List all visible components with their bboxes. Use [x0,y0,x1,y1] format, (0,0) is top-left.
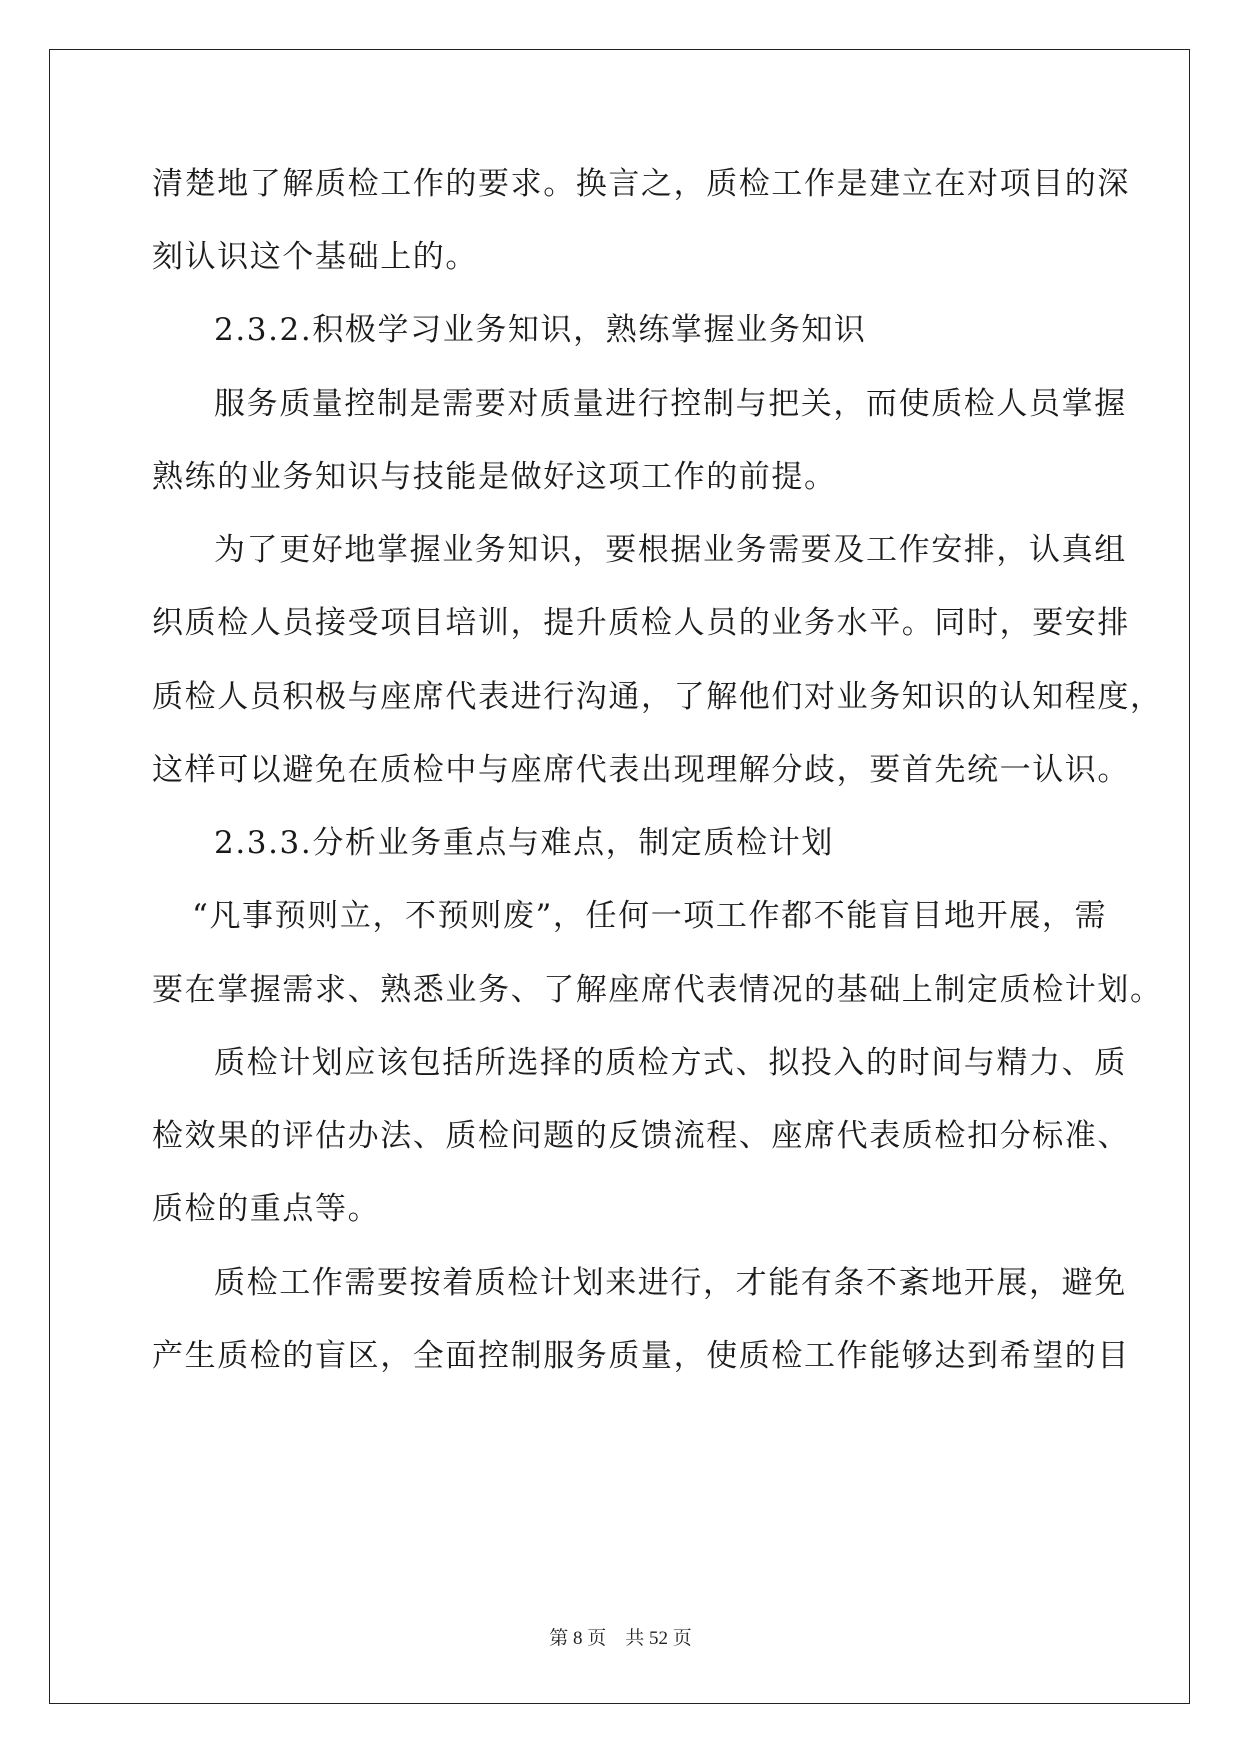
text-line: 清楚地了解质检工作的要求。换言之，质检工作是建立在对项目的深 [152,166,1130,202]
text-line: 质检的重点等。 [152,1191,381,1227]
text-line: 检效果的评估办法、质检问题的反馈流程、座席代表质检扣分标准、 [152,1118,1130,1154]
text-line: 质检人员积极与座席代表进行沟通，了解他们对业务知识的认知程度， [152,679,1163,715]
text-line: 服务质量控制是需要对质量进行控制与把关，而使质检人员掌握 [214,386,1127,422]
text-line: 要在掌握需求、熟悉业务、了解座席代表情况的基础上制定质检计划。 [152,972,1163,1008]
page-number-footer: 第 8 页 共 52 页 [549,1628,692,1649]
page-border [49,49,1190,1704]
text-line: 织质检人员接受项目培训，提升质检人员的业务水平。同时，要安排 [152,605,1130,641]
section-heading-2-3-3: 2.3.3.分析业务重点与难点，制定质检计划 [214,825,834,861]
text-line: 质检计划应该包括所选择的质检方式、拟投入的时间与精力、质 [214,1045,1127,1081]
text-line: 为了更好地掌握业务知识，要根据业务需要及工作安排，认真组 [214,532,1127,568]
text-line: 产生质检的盲区，全面控制服务质量，使质检工作能够达到希望的目 [152,1338,1130,1374]
text-line: 刻认识这个基础上的。 [152,239,478,275]
text-line: 这样可以避免在质检中与座席代表出现理解分歧，要首先统一认识。 [152,752,1130,788]
section-heading-2-3-2: 2.3.2.积极学习业务知识，熟练掌握业务知识 [214,312,867,348]
text-line: “凡事预则立，不预则废”，任何一项工作都不能盲目地开展，需 [192,898,1108,934]
text-line: 熟练的业务知识与技能是做好这项工作的前提。 [152,459,837,495]
text-line: 质检工作需要按着质检计划来进行，才能有条不紊地开展，避免 [214,1265,1127,1301]
